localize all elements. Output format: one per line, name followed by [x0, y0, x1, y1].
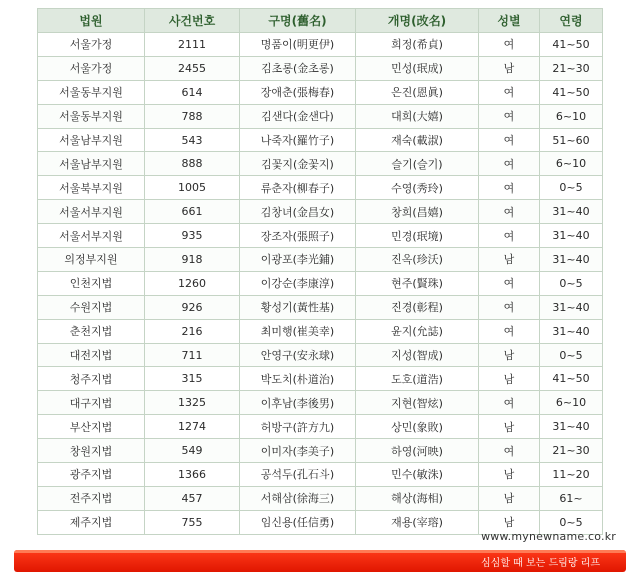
cell-old-name: 장조자(張照子): [240, 224, 356, 248]
header-gender: 성별: [479, 9, 540, 33]
cell-old-name: 허방구(許方九): [240, 415, 356, 439]
cell-gender: 여: [479, 33, 540, 57]
cell-new-name: 재용(宰瑢): [356, 510, 479, 534]
cell-gender: 남: [479, 367, 540, 391]
cell-new-name: 창희(昌嬉): [356, 200, 479, 224]
cell-court: 의정부지원: [38, 248, 145, 272]
footer-tagline: 심심할 때 보는 드림랑 리프: [481, 558, 600, 569]
cell-new-name: 하영(河映): [356, 439, 479, 463]
cell-age: 31~40: [540, 200, 603, 224]
cell-court: 서울가정: [38, 33, 145, 57]
table-row: [38, 271, 603, 295]
table-row: [38, 56, 603, 80]
cell-gender: 여: [479, 80, 540, 104]
cell-case-number: 216: [145, 319, 240, 343]
cell-new-name: 지현(智炫): [356, 391, 479, 415]
cell-age: 41~50: [540, 80, 603, 104]
table-row: [38, 486, 603, 510]
cell-new-name: 윤지(允誌): [356, 319, 479, 343]
cell-age: 6~10: [540, 391, 603, 415]
cell-new-name: 진옥(珍沃): [356, 248, 479, 272]
table-row: [38, 415, 603, 439]
cell-old-name: 장애춘(張梅春): [240, 80, 356, 104]
cell-court: 청주지법: [38, 367, 145, 391]
cell-case-number: 2455: [145, 56, 240, 80]
cell-court: 서울남부지원: [38, 128, 145, 152]
cell-case-number: 711: [145, 343, 240, 367]
cell-new-name: 진경(彰程): [356, 295, 479, 319]
cell-court: 대구지법: [38, 391, 145, 415]
table-row: [38, 295, 603, 319]
cell-court: 대전지법: [38, 343, 145, 367]
cell-old-name: 류춘자(柳春子): [240, 176, 356, 200]
cell-age: 0~5: [540, 271, 603, 295]
cell-gender: 여: [479, 128, 540, 152]
cell-gender: 남: [479, 56, 540, 80]
cell-gender: 여: [479, 439, 540, 463]
cell-court: 서울가정: [38, 56, 145, 80]
cell-new-name: 현주(賢珠): [356, 271, 479, 295]
cell-age: 0~5: [540, 176, 603, 200]
cell-gender: 여: [479, 295, 540, 319]
cell-court: 창원지법: [38, 439, 145, 463]
cell-case-number: 1274: [145, 415, 240, 439]
header-old-name: 구명(舊名): [240, 9, 356, 33]
cell-court: 서울동부지원: [38, 104, 145, 128]
table-row: [38, 200, 603, 224]
cell-age: 51~60: [540, 128, 603, 152]
cell-case-number: 1325: [145, 391, 240, 415]
cell-old-name: 최미행(崔美幸): [240, 319, 356, 343]
cell-age: 31~40: [540, 319, 603, 343]
site-url: www.mynewname.co.kr: [481, 530, 616, 543]
cell-new-name: 지성(智成): [356, 343, 479, 367]
header-row: [38, 9, 603, 33]
cell-court: 인천지법: [38, 271, 145, 295]
table-header: [38, 9, 603, 33]
cell-new-name: 수영(秀玲): [356, 176, 479, 200]
cell-age: 11~20: [540, 463, 603, 487]
cell-old-name: 박도치(朴道治): [240, 367, 356, 391]
cell-gender: 여: [479, 224, 540, 248]
table-row: [38, 80, 603, 104]
cell-new-name: 민수(敏洙): [356, 463, 479, 487]
cell-gender: 여: [479, 152, 540, 176]
table-row: [38, 319, 603, 343]
cell-case-number: 614: [145, 80, 240, 104]
cell-court: 전주지법: [38, 486, 145, 510]
cell-old-name: 이광포(李光鋪): [240, 248, 356, 272]
cell-gender: 여: [479, 391, 540, 415]
cell-old-name: 이강순(李康淳): [240, 271, 356, 295]
cell-old-name: 김샌다(金샌다): [240, 104, 356, 128]
cell-gender: 여: [479, 104, 540, 128]
cell-age: 41~50: [540, 33, 603, 57]
table-row: [38, 343, 603, 367]
cell-old-name: 김초롱(金초롱): [240, 56, 356, 80]
cell-court: 서울서부지원: [38, 200, 145, 224]
cell-gender: 남: [479, 248, 540, 272]
table-row: [38, 33, 603, 57]
cell-case-number: 543: [145, 128, 240, 152]
table-row: [38, 391, 603, 415]
table-row: [38, 176, 603, 200]
cell-gender: 남: [479, 486, 540, 510]
table-row: [38, 463, 603, 487]
cell-case-number: 1260: [145, 271, 240, 295]
header-new-name: 개명(改名): [356, 9, 479, 33]
cell-age: 31~40: [540, 415, 603, 439]
cell-old-name: 나죽자(羅竹子): [240, 128, 356, 152]
cell-old-name: 서해삼(徐海三): [240, 486, 356, 510]
cell-case-number: 315: [145, 367, 240, 391]
cell-gender: 여: [479, 200, 540, 224]
cell-court: 부산지법: [38, 415, 145, 439]
table-row: [38, 128, 603, 152]
cell-new-name: 슬기(슬기): [356, 152, 479, 176]
cell-gender: 남: [479, 343, 540, 367]
header-age: 연령: [540, 9, 603, 33]
header-court: 법원: [38, 9, 145, 33]
cell-gender: 남: [479, 510, 540, 534]
cell-new-name: 민성(珉成): [356, 56, 479, 80]
cell-court: 수원지법: [38, 295, 145, 319]
cell-court: 서울북부지원: [38, 176, 145, 200]
cell-old-name: 공석두(孔石斗): [240, 463, 356, 487]
cell-old-name: 김꽃지(金꽃지): [240, 152, 356, 176]
cell-new-name: 재숙(載淑): [356, 128, 479, 152]
table-row: [38, 367, 603, 391]
table-row: [38, 224, 603, 248]
cell-old-name: 안영구(安永球): [240, 343, 356, 367]
cell-old-name: 임신용(任信勇): [240, 510, 356, 534]
cell-age: 31~40: [540, 295, 603, 319]
table-row: [38, 439, 603, 463]
cell-new-name: 은진(恩眞): [356, 80, 479, 104]
cell-age: 21~30: [540, 439, 603, 463]
cell-court: 제주지법: [38, 510, 145, 534]
cell-case-number: 935: [145, 224, 240, 248]
cell-age: 61~: [540, 486, 603, 510]
cell-new-name: 상민(象敗): [356, 415, 479, 439]
cell-case-number: 888: [145, 152, 240, 176]
cell-gender: 남: [479, 463, 540, 487]
cell-age: 0~5: [540, 343, 603, 367]
cell-case-number: 788: [145, 104, 240, 128]
cell-old-name: 황성기(黃性基): [240, 295, 356, 319]
table-body: [38, 33, 603, 535]
cell-case-number: 755: [145, 510, 240, 534]
cell-new-name: 민경(珉境): [356, 224, 479, 248]
cell-court: 서울남부지원: [38, 152, 145, 176]
cell-gender: 남: [479, 415, 540, 439]
cell-gender: 여: [479, 176, 540, 200]
cell-old-name: 명품이(明更伊): [240, 33, 356, 57]
cell-new-name: 대희(大嬉): [356, 104, 479, 128]
cell-age: 6~10: [540, 104, 603, 128]
table-row: [38, 104, 603, 128]
cell-old-name: 김창녀(金昌女): [240, 200, 356, 224]
cell-court: 춘천지법: [38, 319, 145, 343]
cell-case-number: 1366: [145, 463, 240, 487]
cell-age: 41~50: [540, 367, 603, 391]
cell-case-number: 918: [145, 248, 240, 272]
cell-case-number: 549: [145, 439, 240, 463]
name-change-table-container: [37, 8, 602, 535]
cell-old-name: 이후남(李後男): [240, 391, 356, 415]
cell-case-number: 1005: [145, 176, 240, 200]
cell-court: 광주지법: [38, 463, 145, 487]
cell-gender: 여: [479, 271, 540, 295]
name-change-table: [37, 8, 603, 535]
cell-case-number: 661: [145, 200, 240, 224]
cell-new-name: 도호(道浩): [356, 367, 479, 391]
cell-court: 서울서부지원: [38, 224, 145, 248]
cell-case-number: 2111: [145, 33, 240, 57]
cell-age: 0~5: [540, 510, 603, 534]
cell-age: 21~30: [540, 56, 603, 80]
cell-old-name: 이미자(李美子): [240, 439, 356, 463]
cell-case-number: 926: [145, 295, 240, 319]
cell-court: 서울동부지원: [38, 80, 145, 104]
cell-gender: 여: [479, 319, 540, 343]
cell-new-name: 해상(海相): [356, 486, 479, 510]
cell-age: 31~40: [540, 224, 603, 248]
cell-age: 31~40: [540, 248, 603, 272]
table-row: [38, 248, 603, 272]
table-row: [38, 152, 603, 176]
cell-case-number: 457: [145, 486, 240, 510]
cell-age: 6~10: [540, 152, 603, 176]
cell-new-name: 희정(希貞): [356, 33, 479, 57]
footer-banner: [14, 550, 626, 572]
header-case-number: 사건번호: [145, 9, 240, 33]
